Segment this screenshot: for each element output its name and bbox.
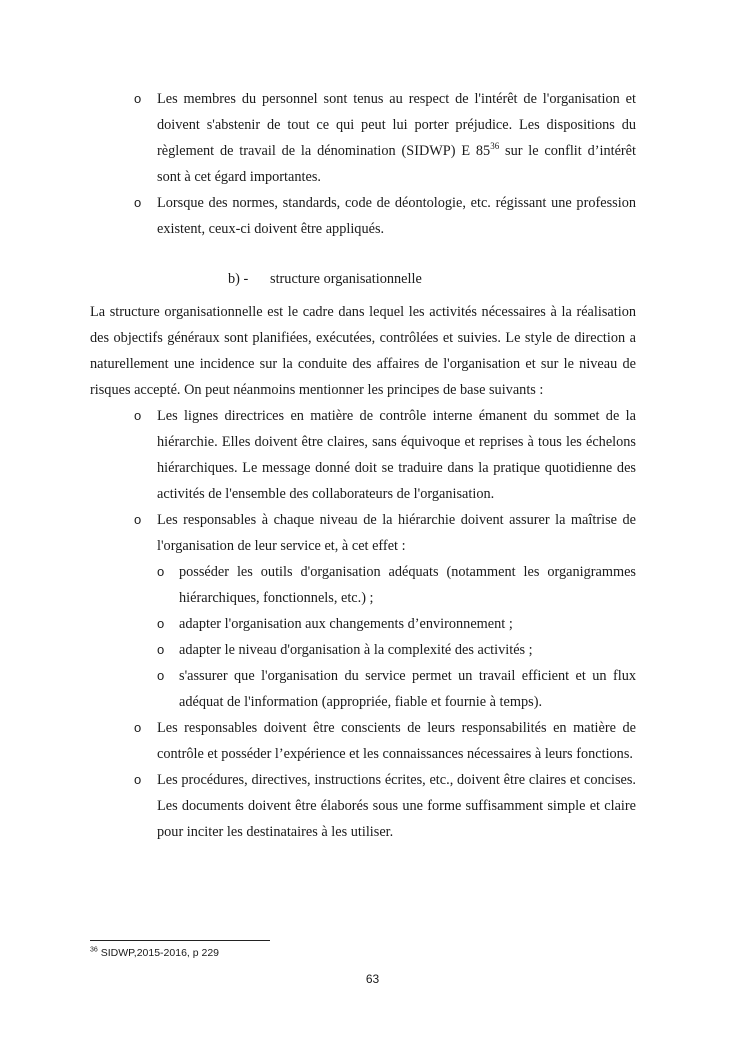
section-heading	[228, 266, 636, 292]
section-title: structure organisationnelle	[270, 271, 422, 287]
page-number: 63	[365, 972, 380, 986]
footnote-ref: 36	[490, 141, 500, 152]
bullet-marker: o	[134, 408, 142, 423]
page-body	[90, 86, 636, 845]
footnote-number: 36	[90, 946, 98, 954]
bullet-text: Les lignes directrices en matière de contrôle interne émanent du sommet de la hiérarchie. Elles doivent être claires, sans équivoque et reprises à tous les échelons hiérarchiques. Le message donné doit se traduire dans la pratique quotidienne des activités de l'ensemble des collaborateurs de l'organisation.	[157, 408, 636, 502]
bullet-marker: o	[134, 772, 142, 787]
sub-list-item	[157, 637, 636, 663]
list-item	[90, 715, 636, 767]
footnote-text: SIDWP,2015-2016, p 229	[97, 947, 220, 959]
section-number: b) -	[228, 271, 249, 287]
sub-item-text: adapter le niveau d'organisation à la complexité des activités ;	[179, 642, 533, 658]
sub-item-text: adapter l'organisation aux changements d’environnement ;	[179, 616, 513, 632]
bullet-text: Les responsables à chaque niveau de la hiérarchie doivent assurer la maîtrise de l'organisation de leur service et, à cet effet :	[157, 512, 636, 554]
top-bullet-list	[90, 86, 636, 242]
bullet-text: Les procédures, directives, instructions écrites, etc., doivent être claires et concises. Les documents doivent être élaborés sous une forme suffisamment simple et claire pour inciter les destinataires à les utiliser.	[157, 772, 636, 840]
bullet-marker: o	[134, 91, 142, 106]
sub-list	[157, 559, 636, 715]
body-paragraph: La structure organisationnelle est le cadre dans lequel les activités nécessaires à la réalisation des objectifs généraux sont planifiées, exécutées, contrôlées et suivies. Le style de direction a naturellement une incidence sur la conduite des affaires de l'organisation et sur le niveau de risques accepté. On peut néanmoins mentionner les principes de base suivants :	[90, 304, 636, 398]
bullet-marker: o	[134, 195, 142, 210]
bullet-marker: o	[157, 642, 165, 657]
list-item	[90, 507, 636, 715]
sub-list-item	[157, 559, 636, 611]
bullet-marker: o	[157, 668, 165, 683]
sub-list-item	[157, 611, 636, 637]
bullet-text: Lorsque des normes, standards, code de déontologie, etc. régissant une profession existent, ceux-ci doivent être appliqués.	[157, 195, 636, 237]
list-item	[90, 86, 636, 190]
bullet-text: Les responsables doivent être conscients de leurs responsabilités en matière de contrôle et posséder l’expérience et les connaissances nécessaires à leurs fonctions.	[157, 720, 636, 762]
bullet-marker: o	[134, 720, 142, 735]
list-item	[90, 403, 636, 507]
footnote-separator	[90, 940, 270, 941]
list-item	[90, 767, 636, 845]
bullet-marker: o	[157, 564, 165, 579]
sub-item-text: s'assurer que l'organisation du service permet un travail efficient et un flux adéquat de l'information (appropriée, fiable et fournie à temps).	[179, 668, 636, 710]
principles-list	[90, 403, 636, 845]
sub-item-text: posséder les outils d'organisation adéquats (notamment les organigrammes hiérarchiques, fonctionnels, etc.) ;	[179, 564, 636, 606]
bullet-marker: o	[157, 616, 165, 631]
sub-list-item	[157, 663, 636, 715]
footnote	[90, 945, 219, 961]
list-item	[90, 190, 636, 242]
bullet-text: Les membres du personnel sont tenus au respect de l'intérêt de l'organisation et doivent s'abstenir de tout ce qui peut lui porter préjudice. Les dispositions du règlement de travail de la dénomination (SIDWP) E 85	[157, 91, 636, 159]
bullet-marker: o	[134, 512, 142, 527]
bullet-text-continued: sur le conflit d’intérêt sont à cet égard importantes.	[157, 143, 636, 185]
